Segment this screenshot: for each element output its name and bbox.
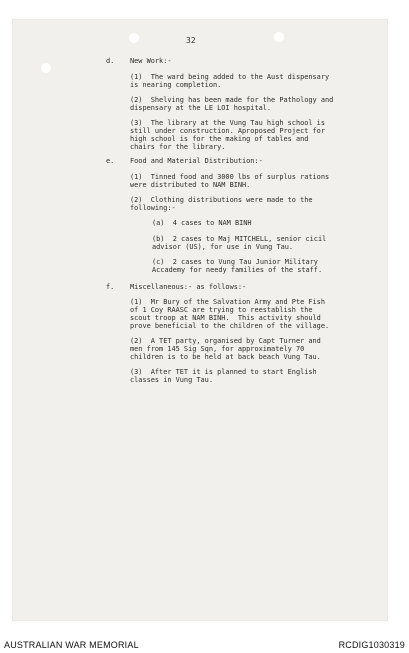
text-line: children is to be held at back beach Vung Tau.: [130, 353, 321, 361]
text-line: (3) The library at the Vung Tau high school is: [130, 119, 325, 127]
page-number: 32: [186, 36, 196, 45]
punch-hole: [274, 32, 284, 42]
footer-archive-name: AUSTRALIAN WAR MEMORIAL: [4, 640, 139, 650]
punch-hole: [129, 33, 139, 43]
text-line: following:-: [130, 204, 176, 212]
section-heading-f: Miscellaneous:- as follows:-: [130, 283, 247, 291]
text-line: (c) 2 cases to Vung Tau Junior Military: [152, 258, 318, 266]
section-letter-e: e.: [106, 157, 115, 165]
section-heading-e: Food and Material Distribution:-: [130, 157, 263, 165]
text-line: (2) Clothing distributions were made to the: [130, 196, 313, 204]
text-line: scout troop at NAM BINH. This activity should: [130, 314, 321, 322]
text-line: men from 145 Sig Sqn, for approximately 70: [130, 345, 305, 353]
punch-hole: [41, 63, 51, 73]
section-heading-d: New Work:-: [130, 57, 172, 65]
text-line: of 1 Coy RAASC are trying to reestablish the: [130, 306, 313, 314]
text-line: were distributed to NAM BINH.: [130, 181, 251, 189]
text-line: (2) Shelving has been made for the Pathology and: [130, 96, 334, 104]
footer-record-id: RCDIG1030319: [338, 640, 405, 650]
text-line: (2) A TET party, organised by Capt Turner and: [130, 337, 321, 345]
text-line: (b) 2 cases to Maj MITCHELL, senior cicil: [152, 235, 327, 243]
text-line: Accademy for needy families of the staff.: [152, 266, 323, 274]
text-line: prove beneficial to the children of the village.: [130, 322, 330, 330]
text-line: (1) Tinned food and 3000 lbs of surplus rations: [130, 173, 330, 181]
text-line: chairs for the library.: [130, 143, 226, 151]
text-line: dispensary at the LE LOI hospital.: [130, 104, 272, 112]
section-letter-d: d.: [106, 57, 115, 65]
text-line: (1) The ward being added to the Aust dispensary: [130, 73, 330, 81]
text-line: (3) After TET it is planned to start English: [130, 368, 317, 376]
text-line: (1) Mr Bury of the Salvation Army and Pte Fish: [130, 298, 325, 306]
text-line: (a) 4 cases to NAM BINH: [152, 219, 252, 227]
text-line: high school is for the making of tables and: [130, 135, 309, 143]
text-line: advisor (US), for use in Vung Tau.: [152, 243, 294, 251]
text-line: still under construction. Aproposed Project for: [130, 127, 325, 135]
text-line: classes in Vung Tau.: [130, 376, 213, 384]
section-letter-f: f.: [106, 283, 115, 291]
text-line: is nearing completion.: [130, 81, 222, 89]
